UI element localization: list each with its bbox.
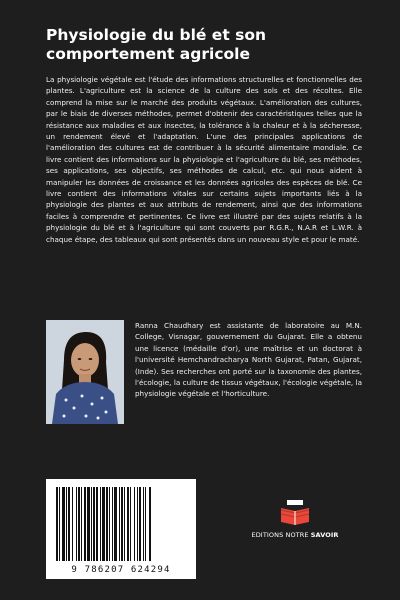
publisher-brand: SAVOIR	[310, 531, 339, 539]
isbn-barcode	[46, 479, 196, 579]
publisher-block	[250, 498, 340, 539]
book-summary: La physiologie végétale est l'étude des informations structurelles et fonctionnelles des plantes. L'agriculture est la science de la culture des sols et des récoltes. Elle comprend la mise sur le marché des produits végétaux. L'amélioration des cultures, par le biais de diverses méthodes, permet d'obtenir des caractéristiques telles que la résistance aux maladies et aux insectes, la tolérance à la chaleur et à la sécheresse, un rendement élevé et l'adaptation. L'une des principales applications de l'amélioration des cultures est de contribuer à la sécurité alimentaire mondiale. Ce livre contient des informations sur la physiologie et l'agriculture du blé, ses méthodes, ses applications, ses objectifs, ses méthodes de calcul, etc. qui nous aident à manipuler les données de croissance et les données agricoles des espèces de blé. Ce livre contient des informations vitales sur certains sujets importants liés à la physiologie des plantes et aux attributs de rendement, ainsi que des informations faciles à comprendre et pertinentes. Ce livre est illustré par des sujets relatifs à la physiologie du blé et à l'agriculture qui sont couverts par R.G.R., N.A.R et L.W.R. à chaque étape, des tableaux qui sont présentés dans un nouveau style et pour le maté.	[46, 75, 362, 244]
publisher-prefix: EDITIONS NOTRE	[251, 531, 309, 539]
author-bio: Ranna Chaudhary est assistante de laboratoire au M.N. College, Visnagar, gouvernement du Gujarat. Elle a obtenu une licence (médaille d'or), une maîtrise et un doctorat à l'université Hemchandracharya North Gujarat, Patan, Gujarat, (Inde). Ses recherches ont porté sur la taxonomie des plantes, l'écologie, la culture de tissus végétaux, l'écologie végétale, la physiologie végétale et l'horticulture.	[135, 321, 362, 399]
isbn-number: 9 786207 624294	[71, 565, 171, 575]
author-photo	[46, 320, 124, 424]
book-title: Physiologie du blé et son comportement agricole	[46, 26, 267, 63]
publisher-name	[250, 531, 340, 539]
barcode-bars	[54, 487, 188, 565]
open-book-logo-icon	[275, 498, 315, 528]
